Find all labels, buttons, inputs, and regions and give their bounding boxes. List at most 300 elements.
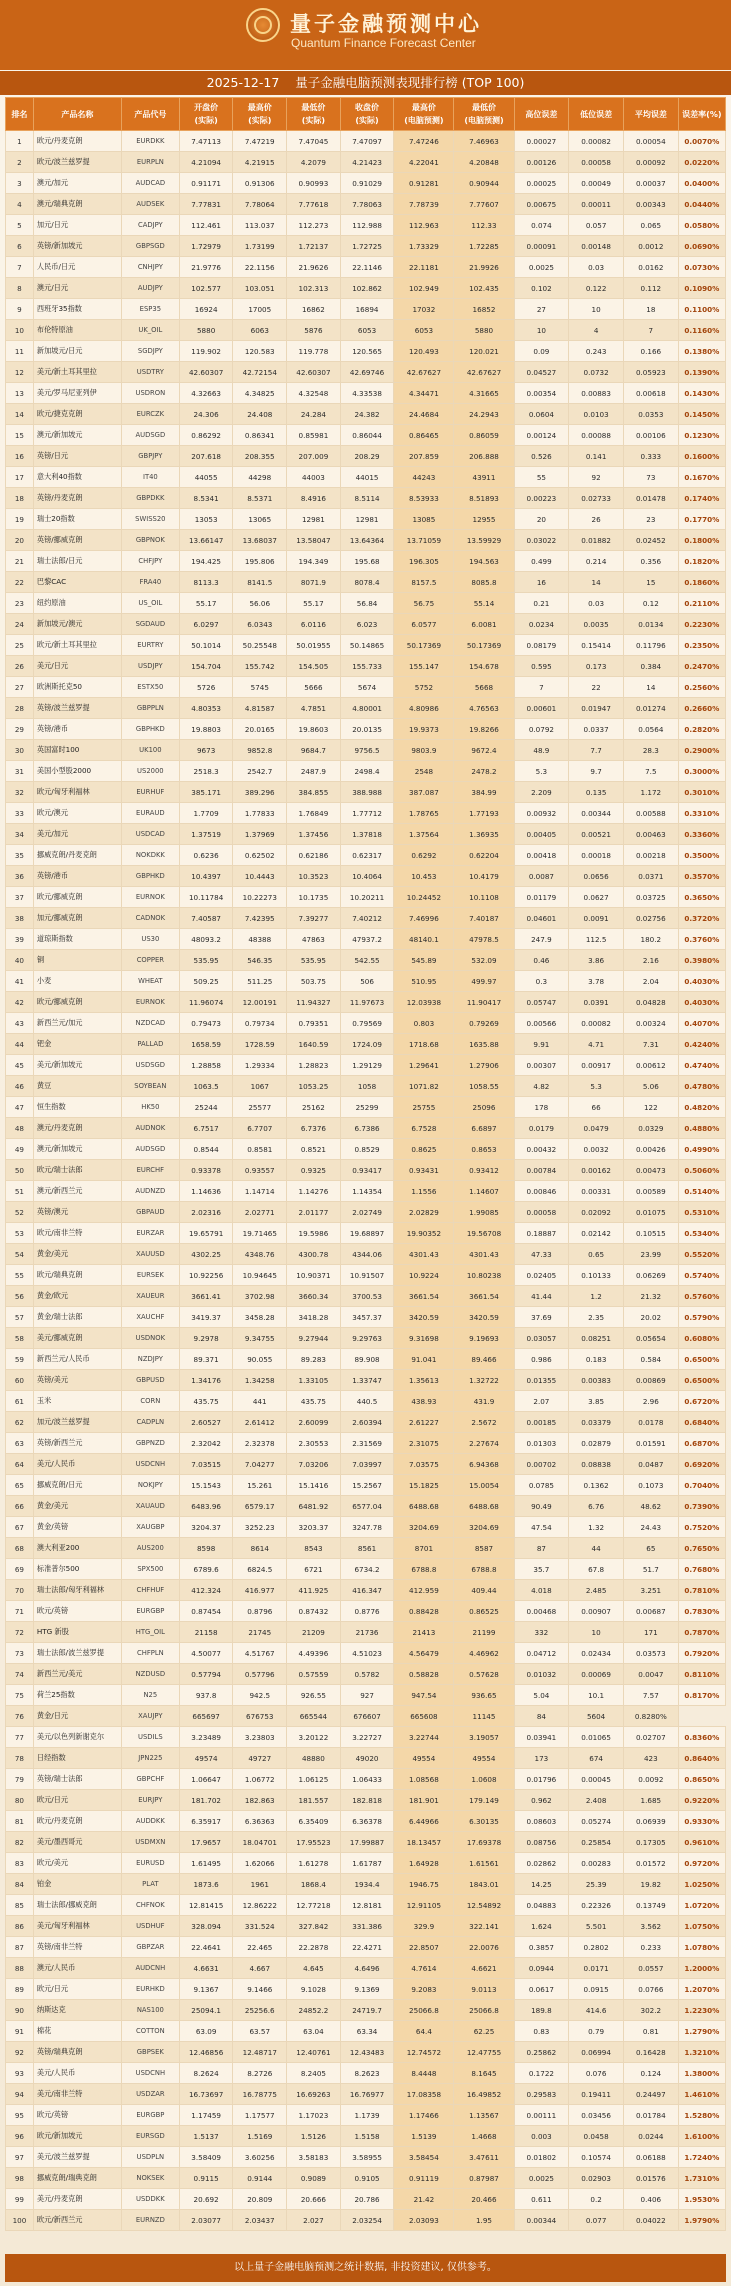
product-code-cell: ESP35	[121, 299, 179, 320]
low-forecast-cell: 15.0054	[454, 1475, 514, 1496]
avg-error-cell: 0.124	[623, 2063, 678, 2084]
close-actual-cell: 927	[340, 1685, 394, 1706]
high-actual-cell: 5745	[233, 677, 287, 698]
error-rate-cell: 0.5760%	[678, 1286, 725, 1307]
open-actual-cell: 2.32042	[179, 1433, 233, 1454]
avg-error-cell: 0.0244	[623, 2126, 678, 2147]
low-error-cell: 0.79	[569, 2021, 624, 2042]
high-forecast-cell: 7.03575	[394, 1454, 454, 1475]
close-actual-cell: 102.862	[340, 278, 394, 299]
error-rate-cell: 1.0720%	[678, 1895, 725, 1916]
open-actual-cell: 19.8803	[179, 719, 233, 740]
close-actual-cell: 2.02749	[340, 1202, 394, 1223]
high-error-cell: 0.3	[514, 971, 569, 992]
low-actual-cell: 16.69263	[287, 2084, 341, 2105]
low-actual-cell: 4.49396	[287, 1643, 341, 1664]
product-name-cell: 英国富时100	[33, 740, 121, 761]
high-actual-cell: 155.742	[233, 656, 287, 677]
product-code-cell: NAS100	[121, 2000, 179, 2021]
low-error-cell: 112.5	[569, 929, 624, 950]
close-actual-cell: 1.1739	[340, 2105, 394, 2126]
rank-cell: 62	[6, 1412, 34, 1433]
high-error-cell: 55	[514, 467, 569, 488]
product-code-cell: AUDSGD	[121, 425, 179, 446]
high-forecast-cell: 19.90352	[394, 1223, 454, 1244]
close-actual-cell: 1.33747	[340, 1370, 394, 1391]
avg-error-cell: 7	[623, 320, 678, 341]
open-actual-cell: 50.1014	[179, 635, 233, 656]
rank-cell: 99	[6, 2189, 34, 2210]
low-actual-cell: 1.72137	[287, 236, 341, 257]
low-error-cell: 0.01882	[569, 530, 624, 551]
rank-cell: 55	[6, 1265, 34, 1286]
close-actual-cell: 19.68897	[340, 1223, 394, 1244]
product-name-cell: 铜	[33, 950, 121, 971]
high-error-cell: 5.04	[514, 1685, 569, 1706]
close-actual-cell: 12.8181	[340, 1895, 394, 1916]
rank-cell: 59	[6, 1349, 34, 1370]
rank-cell: 17	[6, 467, 34, 488]
high-forecast-cell: 3.22744	[394, 1727, 454, 1748]
high-actual-cell: 546.35	[233, 950, 287, 971]
product-name-cell: 欧元/波兰兹罗提	[33, 152, 121, 173]
rank-cell: 18	[6, 488, 34, 509]
low-actual-cell: 24.284	[287, 404, 341, 425]
low-error-cell: 25.39	[569, 1874, 624, 1895]
rank-cell: 13	[6, 383, 34, 404]
open-actual-cell: 7.40587	[179, 908, 233, 929]
report-title: 量子金融电脑预测表现排行榜 (TOP 100)	[295, 75, 525, 90]
low-error-cell: 0.00049	[569, 173, 624, 194]
low-forecast-cell: 206.888	[454, 446, 514, 467]
high-forecast-cell: 44243	[394, 467, 454, 488]
error-rate-cell: 0.1600%	[678, 446, 725, 467]
rank-cell: 10	[6, 320, 34, 341]
low-forecast-cell: 10.4179	[454, 866, 514, 887]
product-name-cell: 澳大利亚200	[33, 1538, 121, 1559]
high-error-cell: 0.00025	[514, 173, 569, 194]
high-forecast-cell: 545.89	[394, 950, 454, 971]
low-forecast-cell: 0.90944	[454, 173, 514, 194]
ranking-table	[5, 97, 726, 2231]
column-header: 最高价 (电脑预测)	[394, 98, 454, 131]
table-row	[6, 1223, 726, 1244]
high-error-cell: 0.0604	[514, 404, 569, 425]
high-forecast-cell: 6488.68	[394, 1496, 454, 1517]
open-actual-cell: 1.72979	[179, 236, 233, 257]
avg-error-cell: 0.00589	[623, 1181, 678, 1202]
low-actual-cell: 6.35409	[287, 1811, 341, 1832]
low-error-cell: 0.00917	[569, 1055, 624, 1076]
avg-error-cell: 0.0557	[623, 1958, 678, 1979]
high-forecast-cell: 112.963	[394, 215, 454, 236]
high-error-cell: 0.00126	[514, 152, 569, 173]
product-code-cell: EURHUF	[121, 782, 179, 803]
rank-cell: 51	[6, 1181, 34, 1202]
rank-cell: 79	[6, 1769, 34, 1790]
table-row	[6, 719, 726, 740]
low-forecast-cell: 409.44	[454, 1580, 514, 1601]
avg-error-cell: 0.406	[623, 2189, 678, 2210]
low-forecast-cell: 3661.54	[454, 1286, 514, 1307]
avg-error-cell: 0.584	[623, 1349, 678, 1370]
open-actual-cell: 9.1367	[179, 1979, 233, 2000]
low-forecast-cell: 322.141	[454, 1916, 514, 1937]
low-forecast-cell: 6.6897	[454, 1118, 514, 1139]
table-row	[6, 992, 726, 1013]
product-name-cell: 欧元/挪威克朗	[33, 992, 121, 1013]
avg-error-cell: 0.02707	[623, 1727, 678, 1748]
open-actual-cell: 181.702	[179, 1790, 233, 1811]
low-forecast-cell: 1843.01	[454, 1874, 514, 1895]
table-row	[6, 1139, 726, 1160]
close-actual-cell: 6.023	[340, 614, 394, 635]
open-actual-cell: 89.371	[179, 1349, 233, 1370]
product-name-cell: 澳元/日元	[33, 278, 121, 299]
open-actual-cell: 12.81415	[179, 1895, 233, 1916]
high-error-cell: 0.962	[514, 1790, 569, 1811]
product-name-cell: 欧元/瑞典克朗	[33, 1265, 121, 1286]
close-actual-cell: 4.80001	[340, 698, 394, 719]
product-name-cell: 欧元/英镑	[33, 1601, 121, 1622]
low-actual-cell: 12.77218	[287, 1895, 341, 1916]
high-actual-cell: 0.93557	[233, 1160, 287, 1181]
high-actual-cell: 8141.5	[233, 572, 287, 593]
product-name-cell: 纳斯达克	[33, 2000, 121, 2021]
high-forecast-cell: 510.95	[394, 971, 454, 992]
product-name-cell: 澳元/加元	[33, 173, 121, 194]
avg-error-cell: 0.16428	[623, 2042, 678, 2063]
low-actual-cell: 22.2878	[287, 1937, 341, 1958]
low-actual-cell: 55.17	[287, 593, 341, 614]
rank-cell: 58	[6, 1328, 34, 1349]
low-forecast-cell: 1.14607	[454, 1181, 514, 1202]
product-code-cell: GBPSGD	[121, 236, 179, 257]
close-actual-cell: 388.988	[340, 782, 394, 803]
table-row	[6, 1958, 726, 1979]
logo-emblem-icon	[246, 8, 280, 42]
high-forecast-cell: 947.54	[394, 1685, 454, 1706]
low-error-cell: 0.0479	[569, 1118, 624, 1139]
rank-cell: 33	[6, 803, 34, 824]
low-actual-cell: 503.75	[287, 971, 341, 992]
low-actual-cell: 5876	[287, 320, 341, 341]
low-forecast-cell: 1.13567	[454, 2105, 514, 2126]
low-actual-cell: 1053.25	[287, 1076, 341, 1097]
low-error-cell: 3.86	[569, 950, 624, 971]
low-forecast-cell: 47978.5	[454, 929, 514, 950]
error-rate-cell: 0.7650%	[678, 1538, 725, 1559]
product-name-cell: 瑞士法郎/日元	[33, 551, 121, 572]
product-code-cell: GBPUSD	[121, 1370, 179, 1391]
high-error-cell: 0.00784	[514, 1160, 569, 1181]
low-actual-cell: 7.03206	[287, 1454, 341, 1475]
error-rate-cell: 0.1380%	[678, 341, 725, 362]
rank-cell: 81	[6, 1811, 34, 1832]
product-name-cell: 英镑/美元	[33, 1370, 121, 1391]
close-actual-cell: 208.29	[340, 446, 394, 467]
high-actual-cell: 10.4443	[233, 866, 287, 887]
product-name-cell: 荷兰25指数	[33, 1685, 121, 1706]
high-forecast-cell: 18.13457	[394, 1832, 454, 1853]
product-code-cell: EURAUD	[121, 803, 179, 824]
high-error-cell: 0.00468	[514, 1601, 569, 1622]
close-actual-cell: 0.8529	[340, 1139, 394, 1160]
high-actual-cell: 9.1466	[233, 1979, 287, 2000]
avg-error-cell: 24.43	[623, 1517, 678, 1538]
close-actual-cell: 15.2567	[340, 1475, 394, 1496]
avg-error-cell: 21.32	[623, 1286, 678, 1307]
product-name-cell: 日经指数	[33, 1748, 121, 1769]
high-error-cell: 87	[514, 1538, 569, 1559]
avg-error-cell: 0.04022	[623, 2210, 678, 2231]
open-actual-cell: 11.96074	[179, 992, 233, 1013]
low-forecast-cell: 0.57628	[454, 1664, 514, 1685]
low-error-cell: 0.00521	[569, 824, 624, 845]
open-actual-cell: 1.14636	[179, 1181, 233, 1202]
avg-error-cell: 0.00037	[623, 173, 678, 194]
table-row	[6, 1601, 726, 1622]
rank-cell: 53	[6, 1223, 34, 1244]
open-actual-cell: 1063.5	[179, 1076, 233, 1097]
close-actual-cell: 4344.06	[340, 1244, 394, 1265]
error-rate-cell: 1.7240%	[678, 2147, 725, 2168]
close-actual-cell: 13.64364	[340, 530, 394, 551]
close-actual-cell: 1.5158	[340, 2126, 394, 2147]
product-code-cell: EURZAR	[121, 1223, 179, 1244]
open-actual-cell: 42.60307	[179, 362, 233, 383]
low-error-cell: 0.00082	[569, 131, 624, 152]
rank-cell: 19	[6, 509, 34, 530]
low-error-cell: 0.02879	[569, 1433, 624, 1454]
avg-error-cell: 0.112	[623, 278, 678, 299]
column-header: 最高价 (实际)	[233, 98, 287, 131]
high-actual-cell: 6063	[233, 320, 287, 341]
rank-cell: 46	[6, 1076, 34, 1097]
high-error-cell: 0.00405	[514, 824, 569, 845]
high-actual-cell: 0.8581	[233, 1139, 287, 1160]
product-code-cell: N25	[121, 1685, 179, 1706]
product-name-cell: 黄金/美元	[33, 1496, 121, 1517]
low-actual-cell: 1.17023	[287, 2105, 341, 2126]
low-actual-cell: 411.925	[287, 1580, 341, 1601]
open-actual-cell: 0.8544	[179, 1139, 233, 1160]
table-row	[6, 740, 726, 761]
error-rate-cell: 0.4740%	[678, 1055, 725, 1076]
table-row	[6, 1286, 726, 1307]
high-actual-cell: 25577	[233, 1097, 287, 1118]
avg-error-cell: 0.0487	[623, 1454, 678, 1475]
product-code-cell: USDPLN	[121, 2147, 179, 2168]
low-error-cell: 0.03379	[569, 1412, 624, 1433]
open-actual-cell: 0.91171	[179, 173, 233, 194]
low-actual-cell: 1.61278	[287, 1853, 341, 1874]
product-name-cell: 标准普尔500	[33, 1559, 121, 1580]
rank-cell: 41	[6, 971, 34, 992]
avg-error-cell: 0.81	[623, 2021, 678, 2042]
rank-cell: 4	[6, 194, 34, 215]
table-row	[6, 467, 726, 488]
high-error-cell: 0.00307	[514, 1055, 569, 1076]
high-error-cell: 247.9	[514, 929, 569, 950]
product-code-cell: XAUAUD	[121, 1496, 179, 1517]
high-forecast-cell: 42.67627	[394, 362, 454, 383]
error-rate-cell: 0.1740%	[678, 488, 725, 509]
product-name-cell: 瑞士20指数	[33, 509, 121, 530]
low-forecast-cell: 1.99085	[454, 1202, 514, 1223]
error-rate-cell: 0.2820%	[678, 719, 725, 740]
error-rate-cell: 0.9220%	[678, 1790, 725, 1811]
error-rate-cell: 0.2900%	[678, 740, 725, 761]
high-actual-cell: 6.7707	[233, 1118, 287, 1139]
high-error-cell: 0.08756	[514, 1832, 569, 1853]
product-code-cell: JPN225	[121, 1748, 179, 1769]
table-row	[6, 488, 726, 509]
low-error-cell: 10.1	[569, 1685, 624, 1706]
table-row	[6, 1538, 726, 1559]
error-rate-cell: 0.2110%	[678, 593, 725, 614]
high-error-cell: 0.986	[514, 1349, 569, 1370]
open-actual-cell: 1.5137	[179, 2126, 233, 2147]
low-actual-cell: 19.5986	[287, 1223, 341, 1244]
low-error-cell: 0.10133	[569, 1265, 624, 1286]
column-header: 排名	[6, 98, 34, 131]
table-row	[6, 1076, 726, 1097]
high-error-cell: 189.8	[514, 2000, 569, 2021]
close-actual-cell: 89.908	[340, 1349, 394, 1370]
product-name-cell: 美元/新土耳其里拉	[33, 362, 121, 383]
high-forecast-cell: 17032	[394, 299, 454, 320]
error-rate-cell: 0.1230%	[678, 425, 725, 446]
high-error-cell: 0.01179	[514, 887, 569, 908]
high-actual-cell: 1.73199	[233, 236, 287, 257]
close-actual-cell: 112.988	[340, 215, 394, 236]
product-name-cell: 布伦特原油	[33, 320, 121, 341]
high-error-cell: 47.33	[514, 1244, 569, 1265]
rank-cell: 52	[6, 1202, 34, 1223]
rank-cell: 92	[6, 2042, 34, 2063]
low-forecast-cell: 2.27674	[454, 1433, 514, 1454]
rank-cell: 26	[6, 656, 34, 677]
high-error-cell: 0.611	[514, 2189, 569, 2210]
column-header: 产品名称	[33, 98, 121, 131]
product-code-cell: AUDSEK	[121, 194, 179, 215]
product-code-cell: EURUSD	[121, 1853, 179, 1874]
table-row	[6, 2021, 726, 2042]
product-name-cell: HTG 新股	[33, 1622, 121, 1643]
high-error-cell: 0.0179	[514, 1118, 569, 1139]
close-actual-cell: 4.33538	[340, 383, 394, 404]
high-forecast-cell: 10.453	[394, 866, 454, 887]
low-error-cell: 0.0915	[569, 1979, 624, 2000]
high-forecast-cell: 102.949	[394, 278, 454, 299]
product-code-cell: AUDDKK	[121, 1811, 179, 1832]
low-forecast-cell: 4.31665	[454, 383, 514, 404]
close-actual-cell: 1.72725	[340, 236, 394, 257]
error-rate-cell: 1.7310%	[678, 2168, 725, 2189]
high-error-cell: 0.01802	[514, 2147, 569, 2168]
open-actual-cell: 22.4641	[179, 1937, 233, 1958]
product-name-cell: 新西兰元/加元	[33, 1013, 121, 1034]
table-row	[6, 1496, 726, 1517]
error-rate-cell: 0.7040%	[678, 1475, 725, 1496]
low-error-cell: 0.0391	[569, 992, 624, 1013]
high-error-cell: 0.0234	[514, 614, 569, 635]
low-error-cell: 0.00018	[569, 845, 624, 866]
product-code-cell: US30	[121, 929, 179, 950]
low-error-cell: 0.057	[569, 215, 624, 236]
open-actual-cell: 119.902	[179, 341, 233, 362]
table-row	[6, 2210, 726, 2231]
high-error-cell: 0.03941	[514, 1727, 569, 1748]
error-rate-cell: 0.1770%	[678, 509, 725, 530]
open-actual-cell: 1.37519	[179, 824, 233, 845]
product-name-cell: 澳元/人民币	[33, 1958, 121, 1979]
low-forecast-cell: 154.678	[454, 656, 514, 677]
rank-cell: 16	[6, 446, 34, 467]
table-row	[6, 614, 726, 635]
low-error-cell: 3.85	[569, 1391, 624, 1412]
table-row	[6, 866, 726, 887]
product-name-cell: 澳元/新西兰元	[33, 1181, 121, 1202]
product-code-cell: USDCNH	[121, 1454, 179, 1475]
rank-cell: 91	[6, 2021, 34, 2042]
avg-error-cell: 0.00054	[623, 131, 678, 152]
low-forecast-cell: 8587	[454, 1538, 514, 1559]
table-row	[6, 1202, 726, 1223]
rank-cell: 68	[6, 1538, 34, 1559]
high-error-cell: 0.02862	[514, 1853, 569, 1874]
error-rate-cell: 0.1100%	[678, 299, 725, 320]
error-rate-cell: 1.6100%	[678, 2126, 725, 2147]
product-code-cell: USDNOK	[121, 1328, 179, 1349]
low-error-cell: 0.08251	[569, 1328, 624, 1349]
table-row	[6, 1433, 726, 1454]
product-name-cell: 加元/波兰兹罗提	[33, 1412, 121, 1433]
close-actual-cell: 155.733	[340, 656, 394, 677]
low-error-cell: 0.173	[569, 656, 624, 677]
product-code-cell: GBPHKD	[121, 719, 179, 740]
rank-cell: 6	[6, 236, 34, 257]
low-error-cell: 0.0458	[569, 2126, 624, 2147]
high-actual-cell: 90.055	[233, 1349, 287, 1370]
avg-error-cell: 23.99	[623, 1244, 678, 1265]
high-error-cell: 7	[514, 677, 569, 698]
high-error-cell: 0.0025	[514, 2168, 569, 2189]
low-actual-cell: 6.7376	[287, 1118, 341, 1139]
open-actual-cell: 15.1543	[179, 1475, 233, 1496]
table-row	[6, 782, 726, 803]
open-actual-cell: 1658.59	[179, 1034, 233, 1055]
rank-cell: 11	[6, 341, 34, 362]
error-rate-cell: 0.0580%	[678, 215, 725, 236]
table-row	[6, 1391, 726, 1412]
high-actual-cell: 6.36363	[233, 1811, 287, 1832]
high-forecast-cell: 0.8625	[394, 1139, 454, 1160]
table-row	[6, 2000, 726, 2021]
low-forecast-cell: 42.67627	[454, 362, 514, 383]
high-error-cell: 0.03057	[514, 1328, 569, 1349]
high-actual-cell: 8614	[233, 1538, 287, 1559]
product-code-cell: CADNOK	[121, 908, 179, 929]
low-forecast-cell: 1.72285	[454, 236, 514, 257]
high-forecast-cell: 1.5139	[394, 2126, 454, 2147]
close-actual-cell: 47937.2	[340, 929, 394, 950]
avg-error-cell: 0.11796	[623, 635, 678, 656]
table-row	[6, 320, 726, 341]
low-actual-cell: 50.01955	[287, 635, 341, 656]
low-forecast-cell: 4.6621	[454, 1958, 514, 1979]
